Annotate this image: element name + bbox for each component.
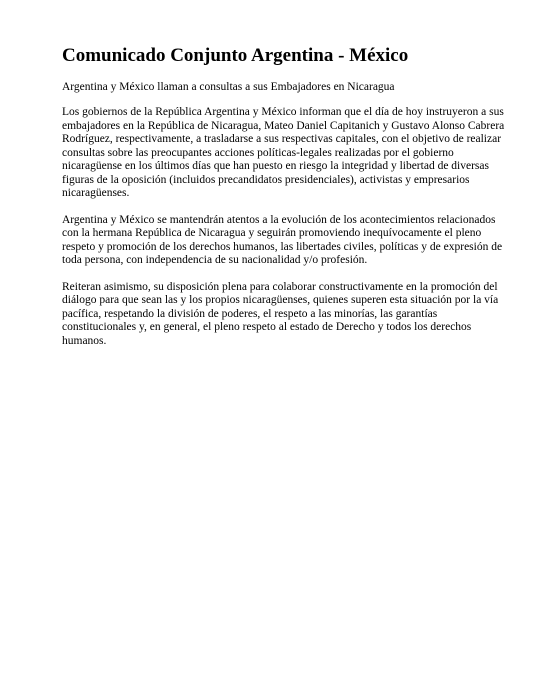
paragraph-line: Rodríguez, respectivamente, a trasladarse a sus respectivas capitales, con el objetivo de realizar [62, 133, 502, 145]
paragraph-line: nicaragüenses. [62, 187, 130, 199]
paragraph-line: figuras de la oposición (incluidos precandidatos presidenciales), activistas y empresarios [62, 173, 470, 186]
paragraph-line: constitucionales y, en general, el pleno respeto al estado de Derecho y todos los derechos [62, 321, 472, 333]
paragraph-line: con la hermana República de Nicaragua y seguirán promoviendo inequívocamente el pleno [62, 227, 482, 239]
paragraph-line: diálogo para que sean las y los propios nicaragüenses, quienes superen esta situación por la vía [62, 294, 499, 306]
paragraph-2 [62, 213, 503, 268]
paragraph-line: respeto y promoción de los derechos humanos, las libertades civiles, políticas y de expresión de [62, 240, 503, 253]
paragraph-line: humanos. [62, 334, 107, 347]
paragraph-line: embajadores en la República de Nicaragua, Mateo Daniel Capitanich y Gustavo Alonso Cabrera [62, 119, 505, 132]
paragraph-line: pacífica, respetando la división de poderes, el respeto a las minorías, las garantías [62, 307, 438, 320]
paragraph-line: consultas sobre las preocupantes acciones políticas-legales realizadas por el gobierno [62, 146, 454, 159]
paragraph-3 [62, 280, 499, 349]
paragraph-line: toda persona, con independencia de su nacionalidad y/o profesión. [62, 254, 368, 266]
paragraph-line: Los gobiernos de la República Argentina y México informan que el día de hoy instruyeron a sus [62, 106, 504, 118]
paragraph-line: Argentina y México se mantendrán atentos a la evolución de los acontecimientos relacionados [62, 213, 496, 226]
paragraph-line: Reiteran asimismo, su disposición plena para colaborar constructivamente en la promoción del [62, 280, 498, 293]
document-title: Comunicado Conjunto Argentina - México [62, 45, 409, 66]
paragraph-line: nicaragüense en los últimos días que han puesto en riesgo la integridad y libertad de diversas [62, 160, 489, 172]
document-page [62, 44, 505, 361]
document-subtitle: Argentina y México llaman a consultas a sus Embajadores en Nicaragua [62, 81, 395, 93]
paragraph-1 [62, 106, 505, 201]
